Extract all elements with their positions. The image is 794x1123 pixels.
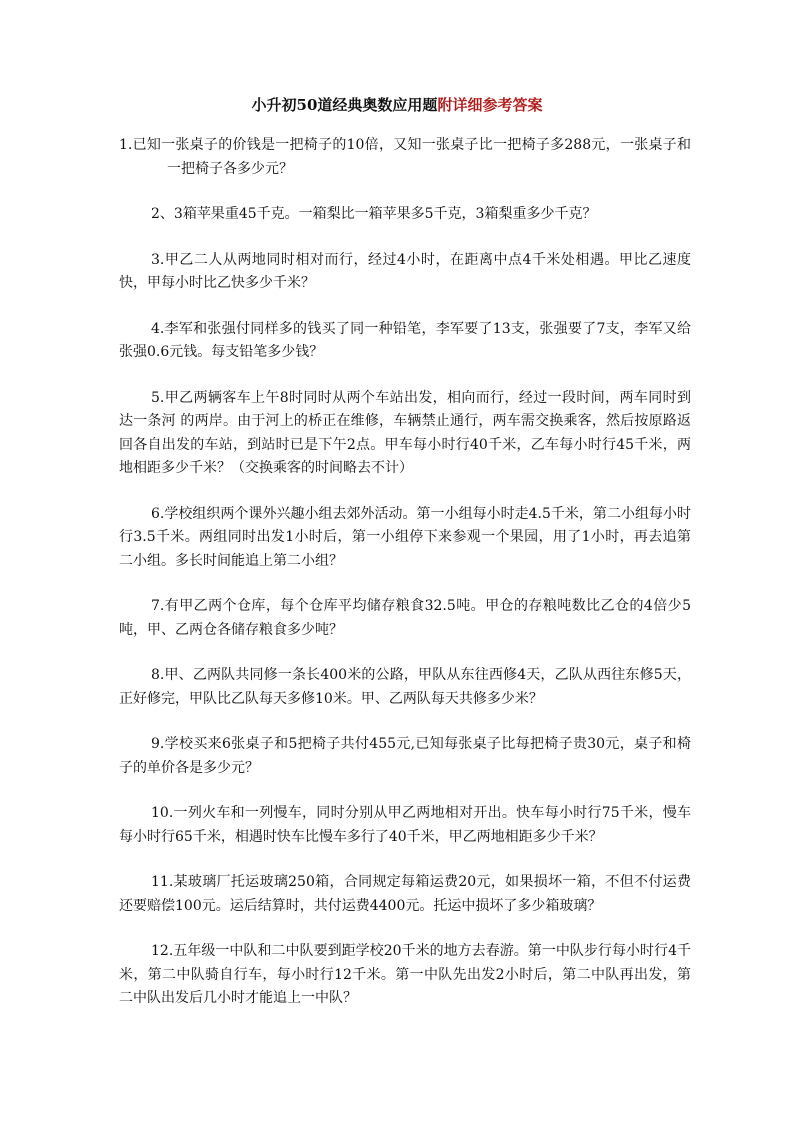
title-main: 小升初50道经典奥数应用题 (251, 96, 438, 114)
problem-6: 6.学校组织两个课外兴趣小组去郊外活动。第一小组每小时走4.5千米，第二小组每小时行3.5千米。两组同时出发1小时后，第一小组停下来参观一个果园，用了1小时，再去追第二小组。多长时间能追上第二小组？ (119, 505, 691, 569)
problem-11: 11.某玻璃厂托运玻璃250箱，合同规定每箱运费20元，如果损坏一箱，不但不付运费还要赔偿100元。运后结算时，共付运费4400元。托运中损坏了多少箱玻璃？ (119, 874, 691, 914)
problem-5: 5.甲乙两辆客车上午8时同时从两个车站出发，相向而行，经过一段时间，两车同时到达一条河 的两岸。由于河上的桥正在维修，车辆禁止通行，两车需交换乘客，然后按原路返回各自出发的车站，到站时已是下午2点。甲车每小时行40千米，乙车每小时行45千米，两地相距多少千米？（交换乘客的时间略去不计） (119, 389, 691, 476)
problem-2: 2、3箱苹果重45千克。一箱梨比一箱苹果多5千克，3箱梨重多少千克？ (151, 206, 597, 222)
problem-1-lead: 1.已知一张桌子的价钱是一把椅子的10倍，又知一张桌子比一把椅子多288元， (119, 137, 620, 153)
title-accent: 附详细参考答案 (437, 96, 543, 114)
problem-3: 3.甲乙二人从两地同时相对而行，经过4小时，在距离中点4千米处相遇。甲比乙速度快，甲每小时比乙快多少千米？ (119, 251, 691, 291)
problem-12: 12.五年级一中队和二中队要到距学校20千米的地方去春游。第一中队步行每小时行4千米，第二中队骑自行车，每小时行12千米。第一中队先出发2小时后，第二中队再出发，第二中队出发后几小时才能追上一中队？ (119, 943, 691, 1006)
problem-7: 7.有甲乙两个仓库，每个仓库平均储存粮食32.5吨。甲仓的存粮吨数比乙仓的4倍少5吨，甲、乙两仓各储存粮食多少吨？ (119, 598, 691, 638)
problem-1-text: 一张桌子和一把椅子各多少元？ (167, 137, 691, 177)
problem-list (119, 134, 691, 1033)
document-title (0, 94, 794, 116)
problem-8: 8.甲、乙两队共同修一条长400米的公路，甲队从东往西修4天，乙队从西往东修5天，正好修完，甲队比乙队每天多修10米。甲、乙两队每天共修多少米？ (119, 667, 691, 707)
problem-9: 9.学校买来6张桌子和5把椅子共付455元,已知每张桌子比每把椅子贵30元，桌子和椅子的单价各是多少元？ (119, 736, 691, 776)
problem-1 (119, 134, 691, 181)
problem-4: 4.李军和张强付同样多的钱买了同一种铅笔，李军要了13支，张强要了7支，李军又给张强0.6元钱。每支铅笔多少钱？ (119, 320, 691, 360)
problem-10: 10.一列火车和一列慢车，同时分别从甲乙两地相对开出。快车每小时行75千米，慢车每小时行65千米，相遇时快车比慢车多行了40千米，甲乙两地相距多少千米？ (119, 805, 691, 845)
